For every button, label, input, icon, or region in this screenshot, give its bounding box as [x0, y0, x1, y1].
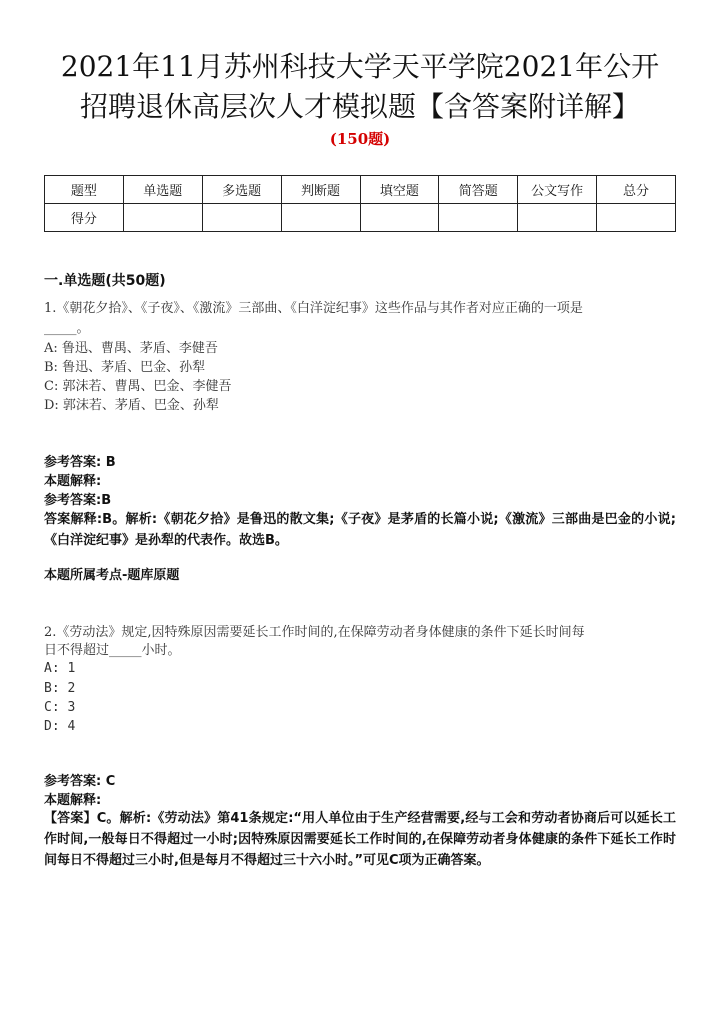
question-1-answer-ref-2: 参考答案:B: [44, 493, 112, 508]
question-2-analysis: 【答案】C。解析:《劳动法》第41条规定:“用人单位由于生产经营需要,经与工会和劳动者协商后可以延长工作时间,一般每日不得超过一小时;因特殊原因需要延长工作时间的,在保障劳动者身体健康的条件下延长工作时间每日不得超过三小时,但是每月不得超过三十六小时。”可见C项为正确答案。: [44, 811, 676, 868]
question-1-option-c: C: 郭沫若、曹禺、巴金、李健吾: [44, 379, 232, 394]
score-cell: [439, 204, 518, 232]
question-1-option-d: D: 郭沫若、茅盾、巴金、孙犁: [44, 398, 219, 413]
question-2-option-c: C: 3: [44, 700, 76, 715]
question-2-stem-line-2: 日不得超过_____小时。: [44, 643, 181, 658]
question-count: (150题): [329, 130, 391, 148]
question-1-stem-line-1: 1.《朝花夕拾》、《子夜》、《激流》三部曲、《白洋淀纪事》这些作品与其作者对应正确的一项是: [44, 301, 583, 316]
section-title: 一.单选题(共50题): [44, 273, 166, 289]
score-cell: [597, 204, 676, 232]
score-row-label: 得分: [45, 204, 124, 232]
question-1-answer-ref: 参考答案: B: [44, 455, 116, 470]
document-title-line-2: 招聘退休高层次人才模拟题【含答案附详解】: [79, 90, 640, 123]
score-table-header-row: [45, 176, 676, 204]
score-table-header-cell: 判断题: [281, 176, 360, 204]
score-table-header-cell: 公文写作: [518, 176, 597, 204]
score-table-score-row: [45, 204, 676, 232]
score-table-header-cell: 单选题: [123, 176, 202, 204]
score-table-header-cell: 简答题: [439, 176, 518, 204]
score-table-header-cell: 题型: [45, 176, 124, 204]
score-cell: [281, 204, 360, 232]
question-1-explain-label: 本题解释:: [44, 474, 102, 489]
question-1-source: 本题所属考点-题库原题: [44, 568, 180, 583]
question-2-explain-label: 本题解释:: [44, 793, 102, 808]
question-2-option-a: A: 1: [44, 661, 76, 676]
score-cell: [123, 204, 202, 232]
question-1-analysis: 答案解释:B。解析:《朝花夕拾》是鲁迅的散文集;《子夜》是茅盾的长篇小说;《激流》三部曲是巴金的小说;《白洋淀纪事》是孙犁的代表作。故选B。: [44, 512, 676, 548]
score-table-header-cell: 多选题: [202, 176, 281, 204]
question-1-stem-line-2: _____。: [44, 321, 90, 336]
score-table-header-cell: 填空题: [360, 176, 439, 204]
score-cell: [518, 204, 597, 232]
question-2-stem-line-1: 2.《劳动法》规定,因特殊原因需要延长工作时间的,在保障劳动者身体健康的条件下延长时间每: [44, 625, 585, 640]
score-table: [44, 175, 676, 232]
question-1-option-b: B: 鲁迅、茅盾、巴金、孙犁: [44, 360, 206, 375]
question-2-option-b: B: 2: [44, 681, 76, 696]
question-2-option-d: D: 4: [44, 719, 76, 734]
score-table-header-cell: 总分: [597, 176, 676, 204]
question-2-answer-ref: 参考答案: C: [44, 774, 116, 789]
score-cell: [202, 204, 281, 232]
score-cell: [360, 204, 439, 232]
question-1-option-a: A: 鲁迅、曹禺、茅盾、李健吾: [44, 341, 218, 356]
document-title-line-1: 2021年11月苏州科技大学天平学院2021年公开: [60, 50, 660, 83]
